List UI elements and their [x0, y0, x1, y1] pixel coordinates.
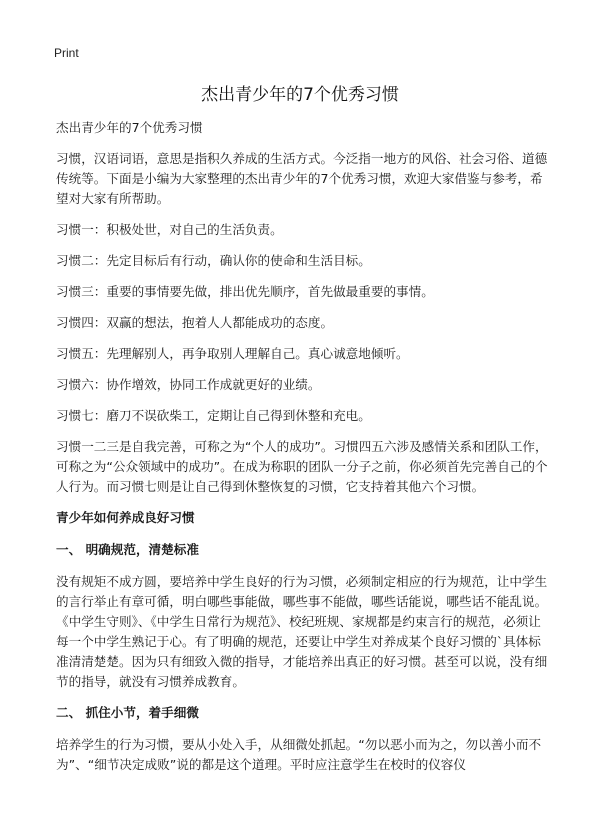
subsection-body-2: 培养学生的行为习惯，要从小处入手，从细微处抓起。“勿以恶小而为之，勿以善小而不为”、“细节决定成败”说的都是这个道理。平时应注意学生在校时的仪容仪: [56, 737, 542, 772]
habit-item-7: 习惯七：磨刀不误砍柴工，定期让自己得到休整和充电。: [56, 408, 371, 423]
habit-item-1: 习惯一：积极处世，对自己的生活负责。: [56, 222, 283, 237]
habit-item-4: 习惯四：双赢的想法，抱着人人都能成功的态度。: [56, 315, 334, 330]
print-link[interactable]: Print: [54, 46, 79, 60]
subsection-body-1: 没有规矩不成方圆，要培养中学生良好的行为习惯，必须制定相应的行为规范，让中学生的言行举止有章可循，明白哪些事能做，哪些事不能做，哪些话能说，哪些话不能乱说。《中学生守则》、《中学生日常行为规范》、校纪班规、家规都是约束言行的规范，必须让每一个中学生熟记于心。有了明确的规范，还要让中学生对养成某个良好习惯的`具体标准清清楚楚。因为只有细致入微的指导，才能培养出真正的好习惯。甚至可以说，没有细节的指导，就没有习惯养成教育。: [56, 574, 548, 689]
subsection-heading-2: 二、 抓住小节，着手细微: [56, 705, 199, 720]
section-heading: 青少年如何养成良好习惯: [56, 510, 195, 525]
article-subtitle: 杰出青少年的7个优秀习惯: [56, 120, 203, 135]
subsection-heading-1: 一、 明确规范，清楚标准: [56, 542, 199, 557]
page-title: 杰出青少年的7个优秀习惯: [201, 85, 399, 105]
habit-item-3: 习惯三：重要的事情要先做，排出优先顺序，首先做最重要的事情。: [56, 284, 434, 299]
habit-item-5: 习惯五：先理解别人，再争取别人理解自己。真心诚意地倾听。: [56, 346, 409, 361]
summary-paragraph: 习惯一二三是自我完善，可称之为“个人的成功”。习惯四五六涉及感情关系和团队工作，可称之为“公众领域中的成功”。在成为称职的团队一分子之前，你必须首先完善自己的个人行为。而习惯七则是让自己得到休整恢复的习惯，它支持着其他六个习惯。: [56, 439, 548, 494]
intro-paragraph: 习惯，汉语词语，意思是指积久养成的生活方式。今泛指一地方的风俗、社会习俗、道德传统等。下面是小编为大家整理的杰出青少年的7个优秀习惯，欢迎大家借鉴与参考，希望对大家有所帮助。: [56, 151, 548, 206]
habit-item-6: 习惯六：协作增效，协同工作成就更好的业绩。: [56, 377, 321, 392]
habit-item-2: 习惯二：先定目标后有行动，确认你的使命和生活目标。: [56, 253, 371, 268]
article-body: [56, 118, 550, 786]
